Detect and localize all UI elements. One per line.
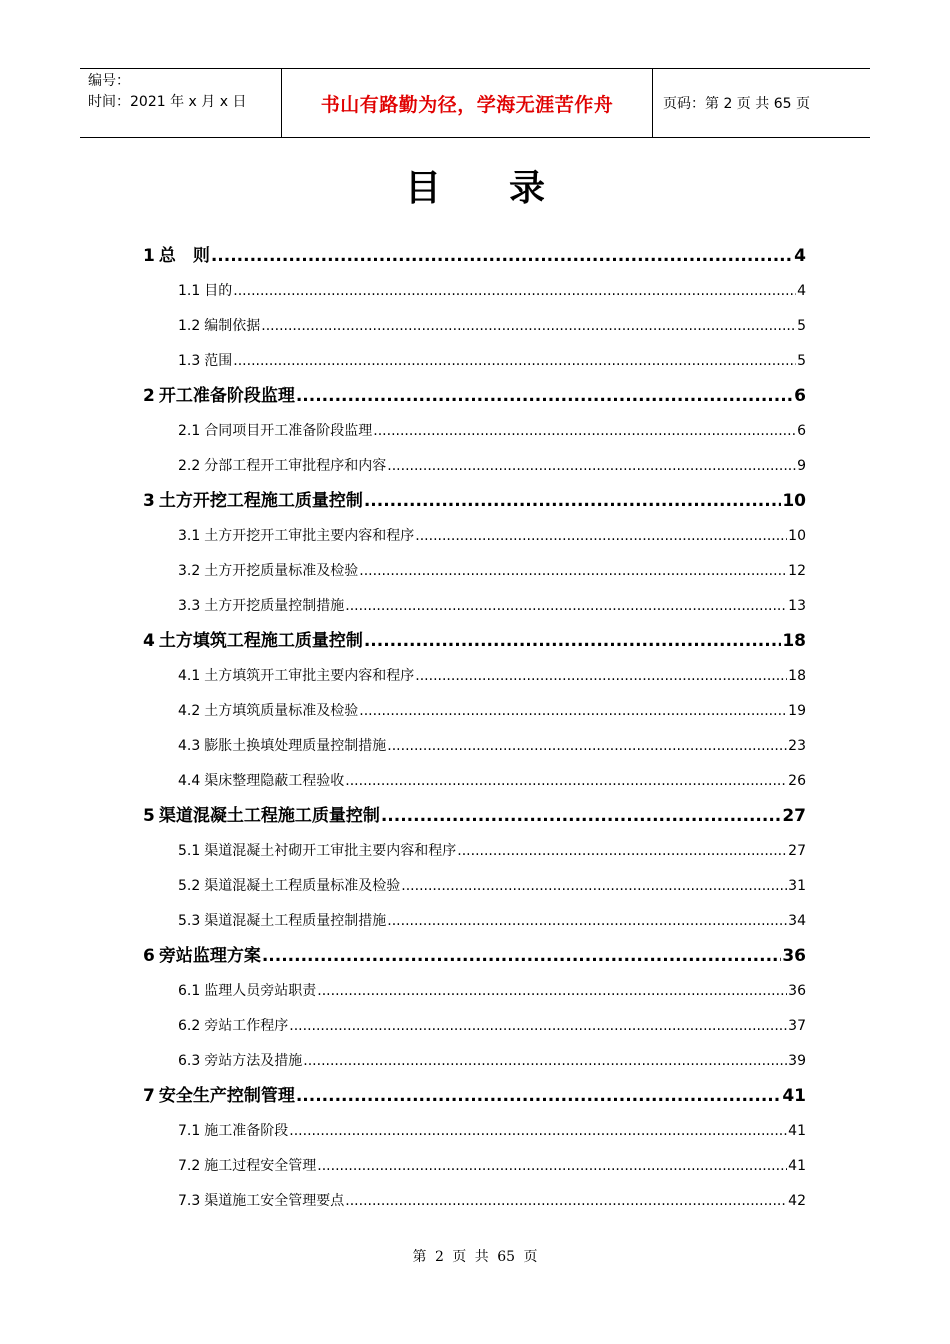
toc-entry-title: 监理人员旁站职责 <box>204 983 317 999</box>
toc-entry-page: 37 <box>788 1018 806 1034</box>
toc-entry-title: 开工准备阶段监理 <box>158 386 295 406</box>
page-header <box>80 68 870 138</box>
toc-entry-number: 6 <box>143 946 155 966</box>
toc-entry-page: 41 <box>788 1123 806 1139</box>
toc-dot-leader <box>359 554 787 589</box>
toc-entry-title: 安全生产控制管理 <box>158 1086 295 1106</box>
toc-entry-title: 渠道混凝土工程质量标准及检验 <box>204 878 401 894</box>
toc-subsection-entry[interactable] <box>143 1009 806 1044</box>
toc-entry-title: 土方开挖工程施工质量控制 <box>158 491 363 511</box>
toc-subsection-entry[interactable] <box>143 519 806 554</box>
toc-entry-page: 9 <box>797 458 806 474</box>
toc-subsection-entry[interactable] <box>143 449 806 484</box>
toc-entry-number: 4.1 <box>178 668 201 684</box>
toc-dot-leader <box>233 274 796 309</box>
toc-entry-number: 4.4 <box>178 773 201 789</box>
toc-entry-number: 2 <box>143 386 155 406</box>
toc-entry-title: 分部工程开工审批程序和内容 <box>204 458 387 474</box>
toc-subsection-entry[interactable] <box>143 589 806 624</box>
toc-dot-leader <box>317 1149 787 1184</box>
toc-subsection-entry[interactable] <box>143 869 806 904</box>
toc-entry-page: 18 <box>788 668 806 684</box>
toc-entry-number: 1 <box>143 246 155 266</box>
toc-entry-number: 7.3 <box>178 1193 201 1209</box>
toc-entry-title: 土方开挖质量控制措施 <box>204 598 345 614</box>
toc-dot-leader <box>373 414 796 449</box>
toc-dot-leader <box>296 379 793 414</box>
toc-entry-page: 10 <box>788 528 806 544</box>
toc-subsection-entry[interactable] <box>143 344 806 379</box>
toc-entry-title: 旁站方法及措施 <box>204 1053 303 1069</box>
toc-dot-leader <box>345 589 787 624</box>
toc-entry-title: 土方填筑质量标准及检验 <box>204 703 359 719</box>
toc-entry-title: 总 则 <box>158 246 210 266</box>
toc-entry-number: 5 <box>143 806 155 826</box>
toc-dot-leader <box>415 659 787 694</box>
toc-dot-leader <box>233 344 796 379</box>
header-meta <box>80 69 281 137</box>
toc-subsection-entry[interactable] <box>143 309 806 344</box>
toc-entry-title: 编制依据 <box>204 318 261 334</box>
toc-entry-page: 12 <box>788 563 806 579</box>
title-char-1: 目 <box>404 168 441 209</box>
toc-dot-leader <box>364 624 781 659</box>
toc-entry-title: 旁站监理方案 <box>158 946 261 966</box>
toc-dot-leader <box>457 834 787 869</box>
toc-entry-page: 6 <box>797 423 806 439</box>
toc-dot-leader <box>317 974 787 1009</box>
toc-entry-page: 39 <box>788 1053 806 1069</box>
toc-title <box>0 160 950 211</box>
toc-entry-number: 7 <box>143 1086 155 1106</box>
toc-entry-title: 土方开挖质量标准及检验 <box>204 563 359 579</box>
toc-dot-leader <box>381 799 781 834</box>
toc-dot-leader <box>303 1044 787 1079</box>
toc-entry-number: 3.3 <box>178 598 201 614</box>
toc-entry-page: 36 <box>788 983 806 999</box>
toc-entry-title: 渠道混凝土工程施工质量控制 <box>158 806 380 826</box>
toc-entry-page: 5 <box>797 318 806 334</box>
toc-entry-page: 27 <box>782 806 806 826</box>
toc-entry-number: 3.1 <box>178 528 201 544</box>
toc-subsection-entry[interactable] <box>143 764 806 799</box>
toc-entry-title: 渠床整理隐蔽工程验收 <box>204 773 345 789</box>
toc-section-entry[interactable] <box>143 799 806 834</box>
toc-section-entry[interactable] <box>143 379 806 414</box>
toc-subsection-entry[interactable] <box>143 659 806 694</box>
toc-entry-page: 41 <box>782 1086 806 1106</box>
toc-subsection-entry[interactable] <box>143 1044 806 1079</box>
toc-subsection-entry[interactable] <box>143 834 806 869</box>
toc-dot-leader <box>415 519 787 554</box>
toc-dot-leader <box>289 1009 787 1044</box>
toc-subsection-entry[interactable] <box>143 1149 806 1184</box>
toc-entry-page: 4 <box>794 246 806 266</box>
toc-entry-number: 5.2 <box>178 878 201 894</box>
toc-entry-page: 5 <box>797 353 806 369</box>
toc-dot-leader <box>387 449 796 484</box>
toc-section-entry[interactable] <box>143 624 806 659</box>
toc-entry-title: 施工过程安全管理 <box>204 1158 317 1174</box>
toc-dot-leader <box>387 904 787 939</box>
toc-entry-page: 31 <box>788 878 806 894</box>
toc-entry-title: 渠道施工安全管理要点 <box>204 1193 345 1209</box>
toc-dot-leader <box>387 729 787 764</box>
toc-entry-page: 4 <box>797 283 806 299</box>
toc-entry-page: 19 <box>788 703 806 719</box>
header-page-info: 页码：第 2 页 共 65 页 <box>663 96 810 112</box>
toc-dot-leader <box>261 309 796 344</box>
toc-subsection-entry[interactable] <box>143 414 806 449</box>
toc-dot-leader <box>345 764 787 799</box>
toc-entry-number: 1.2 <box>178 318 201 334</box>
toc-subsection-entry[interactable] <box>143 904 806 939</box>
toc-entry-number: 5.1 <box>178 843 201 859</box>
toc-entry-title: 渠道混凝土衬砌开工审批主要内容和程序 <box>204 843 457 859</box>
toc-entry-number: 7.1 <box>178 1123 201 1139</box>
toc-subsection-entry[interactable] <box>143 1114 806 1149</box>
toc-entry-number: 6.3 <box>178 1053 201 1069</box>
toc-entry-page: 13 <box>788 598 806 614</box>
toc-section-entry[interactable] <box>143 239 806 274</box>
toc-entry-number: 3.2 <box>178 563 201 579</box>
toc-dot-leader <box>401 869 787 904</box>
toc-entry-title: 旁站工作程序 <box>204 1018 289 1034</box>
toc-entry-number: 5.3 <box>178 913 201 929</box>
toc-entry-page: 18 <box>782 631 806 651</box>
toc-entry-page: 42 <box>788 1193 806 1209</box>
table-of-contents <box>143 239 806 1219</box>
toc-entry-page: 34 <box>788 913 806 929</box>
toc-subsection-entry[interactable] <box>143 694 806 729</box>
toc-dot-leader <box>289 1114 787 1149</box>
toc-entry-number: 2.1 <box>178 423 201 439</box>
toc-entry-number: 7.2 <box>178 1158 201 1174</box>
toc-dot-leader <box>211 239 793 274</box>
toc-entry-number: 1.1 <box>178 283 201 299</box>
toc-entry-title: 土方开挖开工审批主要内容和程序 <box>204 528 415 544</box>
time-label: 时间：2021 年 x 月 x 日 <box>88 94 247 110</box>
toc-subsection-entry[interactable] <box>143 554 806 589</box>
code-label: 编号： <box>88 73 130 89</box>
toc-entry-page: 6 <box>794 386 806 406</box>
toc-entry-title: 膨胀土换填处理质量控制措施 <box>204 738 387 754</box>
toc-entry-title: 渠道混凝土工程质量控制措施 <box>204 913 387 929</box>
toc-entry-number: 6.1 <box>178 983 201 999</box>
toc-section-entry[interactable] <box>143 1079 806 1114</box>
title-char-2: 录 <box>509 168 546 209</box>
toc-section-entry[interactable] <box>143 939 806 974</box>
toc-dot-leader <box>345 1184 787 1219</box>
toc-entry-title: 土方填筑开工审批主要内容和程序 <box>204 668 415 684</box>
toc-entry-page: 36 <box>782 946 806 966</box>
toc-entry-number: 4.2 <box>178 703 201 719</box>
toc-dot-leader <box>364 484 781 519</box>
toc-entry-title: 合同项目开工准备阶段监理 <box>204 423 373 439</box>
toc-dot-leader <box>359 694 787 729</box>
toc-entry-title: 目的 <box>204 283 233 299</box>
toc-entry-page: 41 <box>788 1158 806 1174</box>
toc-entry-number: 4 <box>143 631 155 651</box>
toc-dot-leader <box>296 1079 781 1114</box>
toc-entry-title: 土方填筑工程施工质量控制 <box>158 631 363 651</box>
toc-entry-number: 2.2 <box>178 458 201 474</box>
toc-entry-number: 6.2 <box>178 1018 201 1034</box>
toc-entry-title: 范围 <box>204 353 233 369</box>
toc-subsection-entry[interactable] <box>143 274 806 309</box>
toc-entry-page: 26 <box>788 773 806 789</box>
page-footer: 第 2 页 共 65 页 <box>412 1249 538 1265</box>
toc-entry-page: 23 <box>788 738 806 754</box>
toc-subsection-entry[interactable] <box>143 729 806 764</box>
toc-entry-page: 27 <box>788 843 806 859</box>
toc-entry-number: 1.3 <box>178 353 201 369</box>
toc-dot-leader <box>262 939 781 974</box>
toc-entry-page: 10 <box>782 491 806 511</box>
header-motto: 书山有路勤为径，学海无涯苦作舟 <box>281 69 653 137</box>
toc-subsection-entry[interactable] <box>143 1184 806 1219</box>
toc-entry-number: 3 <box>143 491 155 511</box>
toc-entry-title: 施工准备阶段 <box>204 1123 289 1139</box>
toc-section-entry[interactable] <box>143 484 806 519</box>
toc-entry-number: 4.3 <box>178 738 201 754</box>
toc-subsection-entry[interactable] <box>143 974 806 1009</box>
